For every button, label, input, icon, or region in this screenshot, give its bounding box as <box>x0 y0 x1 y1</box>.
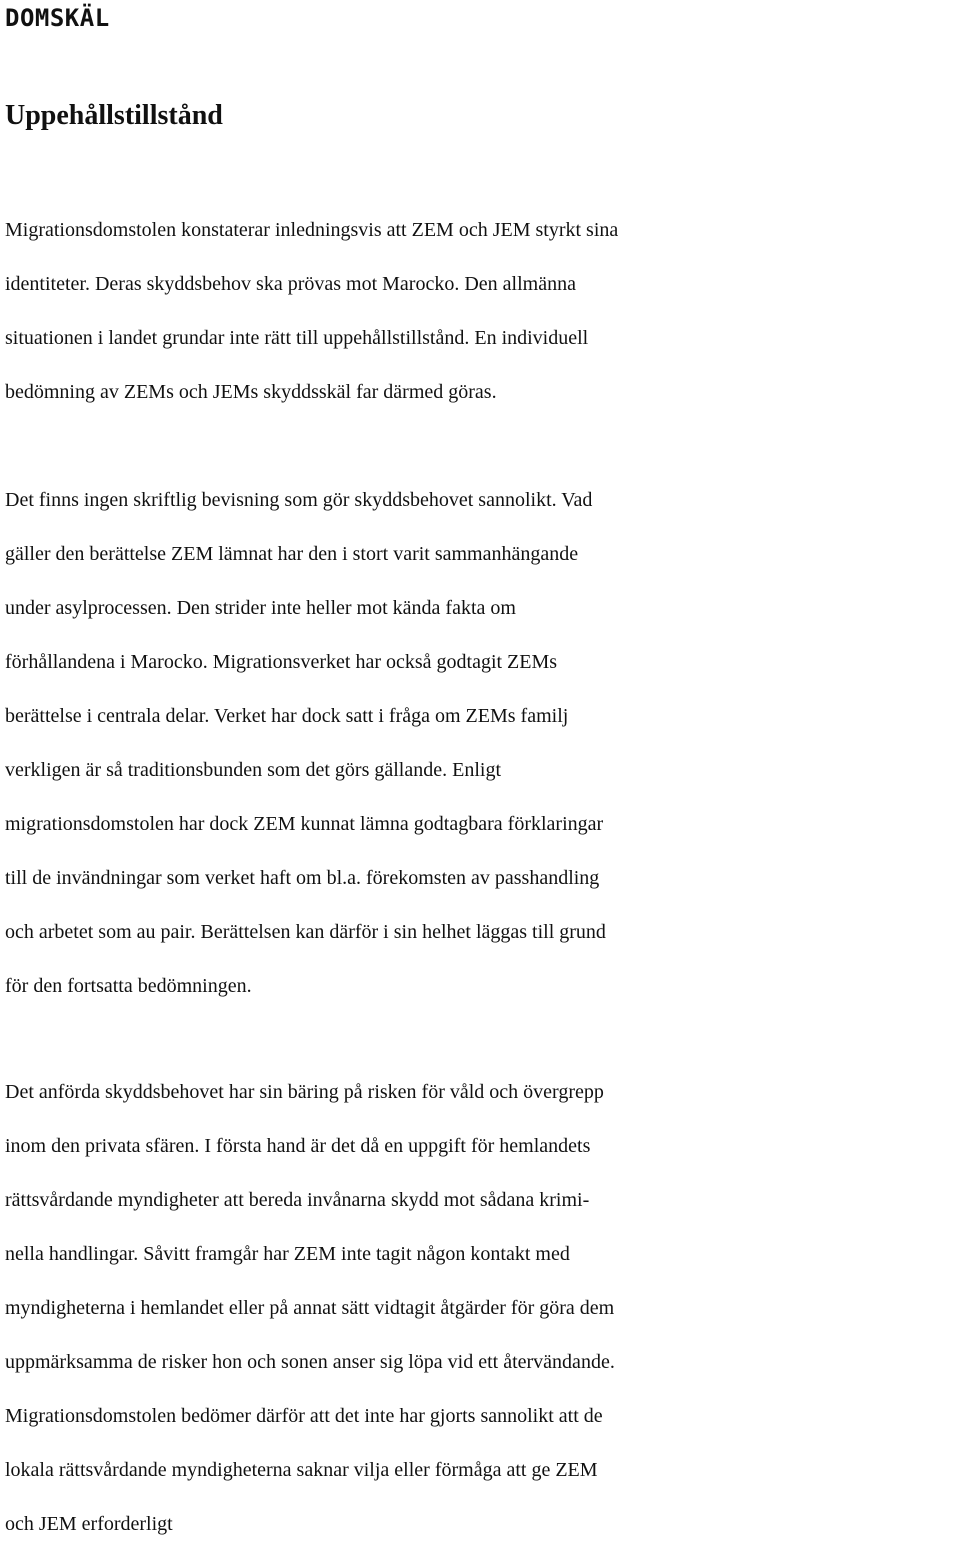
section-subheading: Uppehållstillstånd <box>5 100 223 131</box>
paragraph-line: Migrationsdomstolen konstaterar inledningsvis att ZEM och JEM styrkt sina <box>5 219 619 241</box>
paragraph-line: Det finns ingen skriftlig bevisning som gör skyddsbehovet sannolikt. Vad <box>5 489 593 511</box>
paragraph-line: lokala rättsvårdande myndigheterna saknar vilja eller förmåga att ge ZEM <box>5 1459 598 1481</box>
paragraph-line: och JEM erforderligt <box>5 1513 173 1535</box>
paragraph-line: berättelse i centrala delar. Verket har dock satt i fråga om ZEMs familj <box>5 705 569 727</box>
paragraph-line: rättsvårdande myndigheter att bereda invånarna skydd mot sådana krimi- <box>5 1189 590 1211</box>
paragraph-line: Migrationsdomstolen bedömer därför att det inte har gjorts sannolikt att de <box>5 1405 603 1427</box>
paragraph-line: under asylprocessen. Den strider inte heller mot kända fakta om <box>5 597 516 619</box>
paragraph-3 <box>5 1065 957 1551</box>
paragraph-1 <box>5 203 957 419</box>
paragraph-line: inom den privata sfären. I första hand är det då en uppgift för hemlandets <box>5 1135 591 1157</box>
paragraph-line: uppmärksamma de risker hon och sonen anser sig löpa vid ett återvändande. <box>5 1351 615 1373</box>
paragraph-line: och arbetet som au pair. Berättelsen kan därför i sin helhet läggas till grund <box>5 921 606 943</box>
paragraph-line: nella handlingar. Såvitt framgår har ZEM inte tagit någon kontakt med <box>5 1243 570 1265</box>
paragraph-line: verkligen är så traditionsbunden som det görs gällande. Enligt <box>5 759 501 781</box>
paragraph-line: gäller den berättelse ZEM lämnat har den i stort varit sammanhängande <box>5 543 579 565</box>
paragraph-line: situationen i landet grundar inte rätt till uppehållstillstånd. En individuell <box>5 327 589 349</box>
paragraph-line: Det anförda skyddsbehovet har sin bäring på risken för våld och övergrepp <box>5 1081 604 1103</box>
paragraph-line: migrationsdomstolen har dock ZEM kunnat lämna godtagbara förklaringar <box>5 813 604 835</box>
paragraph-line: myndigheterna i hemlandet eller på annat sätt vidtagit åtgärder för göra dem <box>5 1297 615 1319</box>
paragraph-2 <box>5 473 957 1013</box>
paragraph-line: identiteter. Deras skyddsbehov ska prövas mot Marocko. Den allmänna <box>5 273 576 295</box>
section-heading: DOMSKÄL <box>5 4 110 32</box>
paragraph-line: till de invändningar som verket haft om bl.a. förekomsten av passhandling <box>5 867 600 889</box>
paragraph-line: förhållandena i Marocko. Migrationsverket har också godtagit ZEMs <box>5 651 558 673</box>
paragraph-line: för den fortsatta bedömningen. <box>5 975 252 997</box>
paragraph-line: bedömning av ZEMs och JEMs skyddsskäl far därmed göras. <box>5 381 497 403</box>
